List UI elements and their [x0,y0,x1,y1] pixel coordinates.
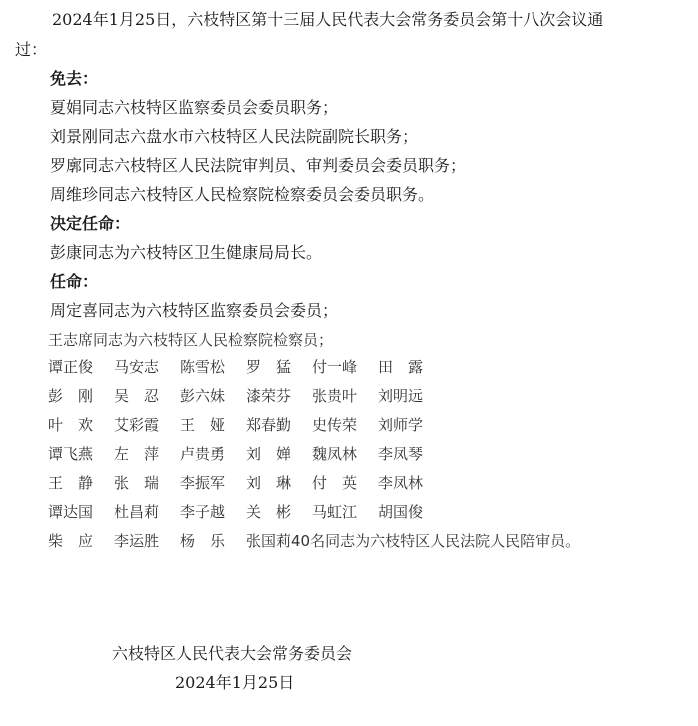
removal-item: 刘景刚同志六盘水市六枝特区人民法院副院长职务； [50,127,419,146]
juror-name: 李凤琴 [378,445,424,463]
juror-name: 李凤林 [378,474,424,492]
appointed-item: 王志席同志为六枝特区人民检察院检察员； [48,331,334,349]
juror-name: 付一峰 [312,358,358,376]
removal-heading: 免去： [50,69,99,88]
juror-name: 刘 婵 [246,445,292,463]
juror-row [48,531,580,551]
appointed-item: 周定喜同志为六枝特区监察委员会委员； [50,301,339,320]
juror-name: 刘明远 [378,387,424,405]
juror-row [48,415,444,435]
juror-name: 罗 猛 [246,358,292,376]
juror-name: 杜昌莉 [114,503,160,521]
juror-name: 付 英 [312,474,358,492]
juror-name: 左 萍 [114,445,160,463]
juror-name: 胡国俊 [378,503,424,521]
decided-heading: 决定任命： [50,214,131,233]
juror-name: 叶 欢 [48,416,94,434]
juror-name: 张 瑞 [114,474,160,492]
juror-name: 关 彬 [246,503,292,521]
juror-name: 马虹江 [312,503,358,521]
juror-row [48,473,444,493]
juror-name: 杨 乐 [180,532,226,550]
signature-date: 2024年1月25日 [175,673,295,692]
juror-name: 彭六妹 [180,387,226,405]
juror-name: 魏凤林 [312,445,358,463]
signature-org: 六枝特区人民代表大会常务委员会 [112,644,353,663]
juror-name: 谭达国 [48,503,94,521]
juror-name: 彭 刚 [48,387,94,405]
juror-name-final: 张国莉40名同志为六枝特区人民法院人民陪审员。 [246,532,581,550]
juror-name: 卢贵勇 [180,445,226,463]
juror-name: 吴 忍 [114,387,160,405]
juror-row [48,502,444,522]
juror-row [48,357,444,377]
intro-line-2: 过： [15,40,48,59]
juror-name: 李振军 [180,474,226,492]
juror-row [48,386,444,406]
juror-name: 李运胜 [114,532,160,550]
juror-name: 陈雪松 [180,358,226,376]
juror-name: 田 露 [378,358,424,376]
removal-item: 周维珍同志六枝特区人民检察院检察委员会委员职务。 [50,185,435,204]
juror-name: 刘 琳 [246,474,292,492]
juror-name: 史传荣 [312,416,358,434]
removal-item: 罗廓同志六枝特区人民法院审判员、审判委员会委员职务； [50,156,467,175]
juror-name: 艾彩霞 [114,416,160,434]
juror-name: 刘师学 [378,416,424,434]
juror-name: 李子越 [180,503,226,521]
removal-item: 夏娟同志六枝特区监察委员会委员职务； [50,98,339,117]
juror-name: 谭飞燕 [48,445,94,463]
juror-name: 王 静 [48,474,94,492]
juror-name: 马安志 [114,358,160,376]
decided-item: 彭康同志为六枝特区卫生健康局局长。 [50,243,323,262]
juror-name: 柴 应 [48,532,94,550]
juror-name: 漆荣芬 [246,387,292,405]
juror-name: 王 娅 [180,416,226,434]
appointed-heading: 任命： [50,272,99,291]
juror-name: 谭正俊 [48,358,94,376]
juror-name: 张贵叶 [312,387,358,405]
juror-row [48,444,444,464]
intro-line-1: 2024年1月25日，六枝特区第十三届人民代表大会常务委员会第十八次会议通 [52,10,604,29]
juror-name: 郑春勤 [246,416,292,434]
